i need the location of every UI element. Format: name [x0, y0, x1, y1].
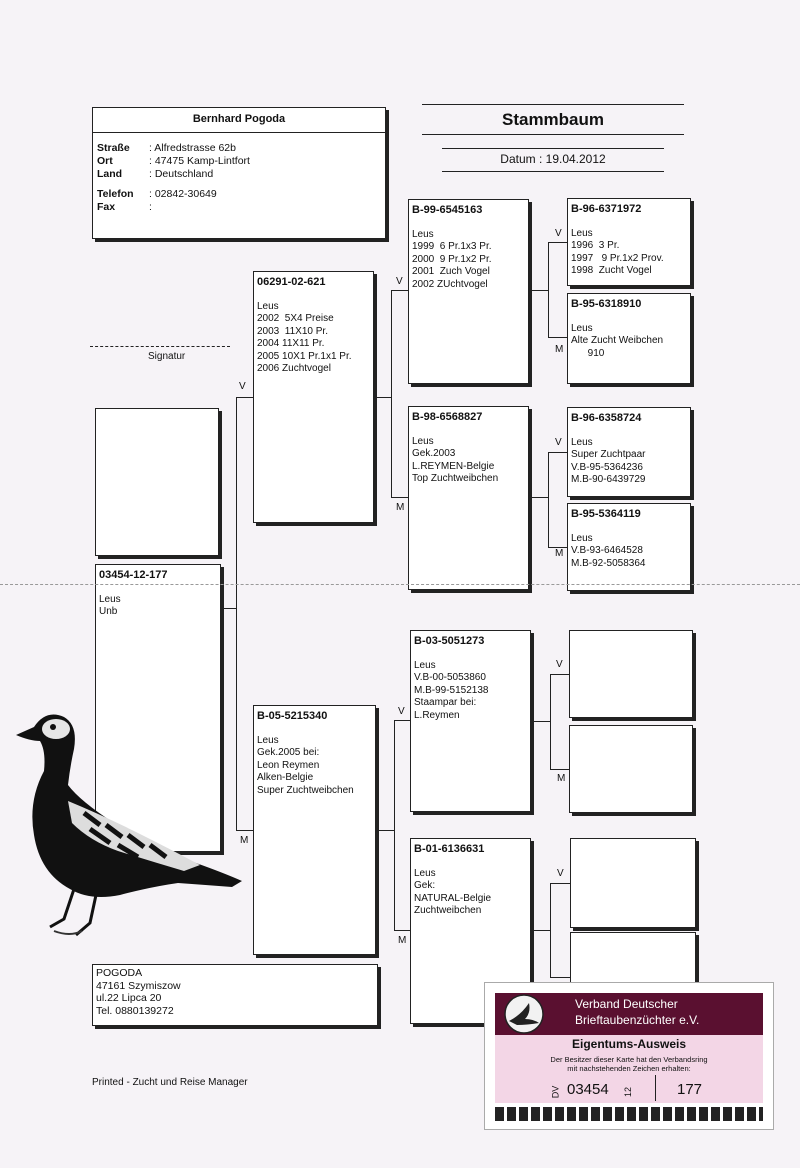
card-line — [571, 424, 687, 437]
fm-ring-id: B-98-6568827 — [412, 411, 483, 423]
card-line: Leus — [257, 300, 279, 312]
page-title: Stammbaum — [501, 110, 605, 129]
mff-marker: V — [556, 659, 563, 670]
card-line: Leus — [571, 436, 593, 448]
owner-details — [93, 965, 377, 1017]
breeder-field-value: : 02842-30649 — [149, 188, 217, 200]
breeder-name: Bernhard Pogoda — [192, 113, 286, 125]
card-line: 2003 11X10 Pr. — [257, 325, 328, 337]
card-line: Leus — [414, 867, 436, 879]
card-line — [414, 647, 527, 660]
card-line: Staampar bei: — [414, 697, 477, 708]
breeder-field-label: Ort — [97, 155, 113, 167]
mother-marker: M — [240, 835, 249, 846]
card-line: NATURAL-Belgie — [414, 892, 492, 904]
fmf-marker: V — [555, 437, 562, 448]
card-line: Top Zuchtweibchen — [412, 473, 499, 484]
father-card — [253, 271, 374, 523]
ff-card — [408, 199, 529, 384]
fmf-card — [567, 407, 691, 497]
mmf-marker: V — [557, 868, 564, 879]
fm-details — [409, 423, 528, 486]
card-prefix: DV — [550, 1085, 561, 1099]
breeder-field — [97, 201, 250, 214]
mf-marker: V — [398, 706, 405, 717]
card-line: L.Reymen — [414, 709, 460, 721]
breeder-field-value: : — [149, 201, 152, 213]
date-label: Datum : 19.04.2012 — [500, 152, 606, 166]
mm-ring-id: B-01-6136631 — [414, 843, 485, 855]
ffm-marker: M — [555, 344, 564, 355]
card-line: Leus — [414, 659, 436, 671]
card-org-line2: Brieftaubenzüchter e.V. — [575, 1013, 700, 1027]
card-line: Super Zuchtpaar — [571, 449, 646, 460]
card-divider — [655, 1075, 656, 1101]
mf-ring-id: B-03-5051273 — [414, 635, 485, 647]
mf-card — [410, 630, 531, 812]
card-line — [412, 423, 525, 436]
breeder-field — [97, 168, 250, 181]
mfm-marker: M — [557, 773, 566, 784]
card-line: 910 — [571, 347, 605, 359]
fff-details — [568, 215, 690, 278]
card-line: Gek.2005 bei: — [257, 747, 320, 758]
card-subtitle-1: Der Besitzer dieser Karte hat den Verbandsring — [550, 1055, 708, 1064]
breeder-field — [97, 142, 250, 155]
fff-card — [567, 198, 691, 286]
signature-label: Signatur — [148, 351, 186, 362]
card-line: Leus — [412, 228, 434, 240]
card-line: Tel. 0880139272 — [96, 1004, 174, 1017]
father-details — [254, 288, 373, 376]
card-line — [257, 288, 370, 301]
fff-marker: V — [555, 228, 562, 239]
card-line: V.B-93-6464528 — [571, 545, 643, 556]
card-line: 2001 Zuch Vogel — [412, 266, 490, 277]
breeder-field-value: : Alfredstrasse 62b — [149, 142, 236, 154]
pigeon-details — [96, 581, 220, 619]
card-line — [571, 520, 687, 533]
ffm-details — [568, 310, 690, 360]
mm-details — [411, 855, 530, 918]
dove-logo-icon — [499, 993, 549, 1035]
fmm-details — [568, 520, 690, 570]
card-line: Alken-Belgie — [257, 772, 314, 783]
card-year: 12 — [623, 1086, 634, 1098]
card-line: 2002 5X4 Preise — [257, 313, 334, 324]
ff-marker: V — [396, 276, 403, 287]
card-title: Eigentums-Ausweis — [571, 1037, 687, 1051]
card-line: Zuchtweibchen — [414, 905, 482, 916]
father-ring-id: 06291-02-621 — [257, 276, 326, 288]
card-line: 2000 9 Pr.1x2 Pr. — [412, 253, 492, 265]
card-ring-number: 177 — [677, 1081, 703, 1098]
card-line: Leus — [99, 593, 121, 605]
card-line: Gek: — [414, 880, 436, 891]
card-line — [414, 855, 527, 868]
mother-details — [254, 722, 375, 797]
fmf-ring-id: B-96-6358724 — [571, 412, 642, 424]
ff-details — [409, 216, 528, 291]
breeder-field-label: Land — [97, 168, 123, 180]
ff-ring-id: B-99-6545163 — [412, 204, 483, 216]
mother-ring-id: B-05-5215340 — [257, 710, 328, 722]
footer-text: Printed - Zucht und Reise Manager — [92, 1077, 248, 1088]
card-line: L.REYMEN-Belgie — [412, 460, 495, 472]
ownership-card — [484, 982, 774, 1130]
card-line: V.B-95-5364236 — [571, 461, 643, 473]
card-line: ul.22 Lipca 20 — [96, 992, 162, 1004]
card-line — [257, 722, 372, 735]
mm-marker: M — [398, 935, 407, 946]
father-marker: V — [239, 381, 246, 392]
card-line: 2004 11X11 Pr. — [257, 338, 325, 349]
card-line: V.B-00-5053860 — [414, 672, 486, 683]
card-line: Leon Reymen — [257, 759, 320, 771]
fm-card — [408, 406, 529, 590]
card-line: M.B-92-5058364 — [571, 557, 646, 569]
card-line: Unb — [99, 606, 118, 617]
card-line: Gek.2003 — [412, 448, 456, 459]
card-line: Alte Zucht Weibchen — [571, 335, 664, 346]
breeder-field-label: Fax — [97, 201, 116, 213]
card-line — [571, 310, 687, 323]
card-line: Super Zuchtweibchen — [257, 784, 354, 796]
card-line: 1997 9 Pr.1x2 Prov. — [571, 252, 664, 264]
mother-card — [253, 705, 376, 955]
card-line: 47161 Szymiszow — [96, 979, 181, 992]
breeder-field — [97, 188, 250, 201]
card-line — [571, 215, 687, 228]
mfm-card — [569, 725, 693, 813]
breeder-field — [97, 155, 250, 168]
breeder-field-value: : Deutschland — [149, 168, 214, 180]
mff-card — [569, 630, 693, 718]
fold-line — [0, 584, 800, 585]
mf-details — [411, 647, 530, 722]
breeder-fields — [97, 142, 250, 214]
fmm-marker: M — [555, 548, 564, 559]
card-org-line1: Verband Deutscher — [575, 997, 678, 1011]
card-line: M.B-90-6439729 — [571, 474, 646, 485]
card-line: 2002 ZUchtvogel — [412, 278, 488, 290]
card-line: Leus — [571, 322, 593, 334]
card-line: M.B-99-5152138 — [414, 684, 489, 696]
fmm-ring-id: B-95-5364119 — [571, 508, 641, 520]
card-line — [99, 581, 217, 594]
breeder-field-value: : 47475 Kamp-Lintfort — [149, 155, 250, 167]
card-line: 1998 Zucht Vogel — [571, 265, 652, 276]
card-line: Leus — [571, 227, 593, 239]
card-line: POGODA — [96, 967, 143, 979]
breeder-field-label: Straße — [97, 142, 130, 154]
card-line: Leus — [257, 734, 279, 746]
breeder-field-label: Telefon — [97, 188, 134, 200]
card-line — [412, 216, 525, 229]
card-number: 03454 — [567, 1081, 609, 1098]
fmf-details — [568, 424, 690, 487]
owner-box — [92, 964, 378, 1026]
fm-marker: M — [396, 502, 405, 513]
breeder-info-box — [92, 107, 386, 239]
photo-box — [95, 408, 219, 556]
ffm-card — [567, 293, 691, 384]
ffm-ring-id: B-95-6318910 — [571, 298, 642, 310]
signature-line — [90, 346, 230, 347]
card-line: 1999 6 Pr.1x3 Pr. — [412, 241, 492, 252]
fff-ring-id: B-96-6371972 — [571, 203, 642, 215]
card-line: 2006 Zuchtvogel — [257, 363, 331, 374]
card-line: Leus — [412, 435, 434, 447]
fmm-card — [567, 503, 691, 591]
card-line: Leus — [571, 532, 593, 544]
card-line: 1996 3 Pr. — [571, 240, 620, 251]
card-subtitle-2: mit nachstehenden Zeichen erhalten: — [567, 1064, 691, 1073]
mmf-card — [570, 838, 696, 928]
card-line: 2005 10X1 Pr.1x1 Pr. — [257, 350, 352, 362]
pigeon-illustration — [10, 705, 250, 945]
pigeon-ring-id: 03454-12-177 — [99, 569, 168, 581]
card-pattern-strip — [495, 1107, 763, 1121]
